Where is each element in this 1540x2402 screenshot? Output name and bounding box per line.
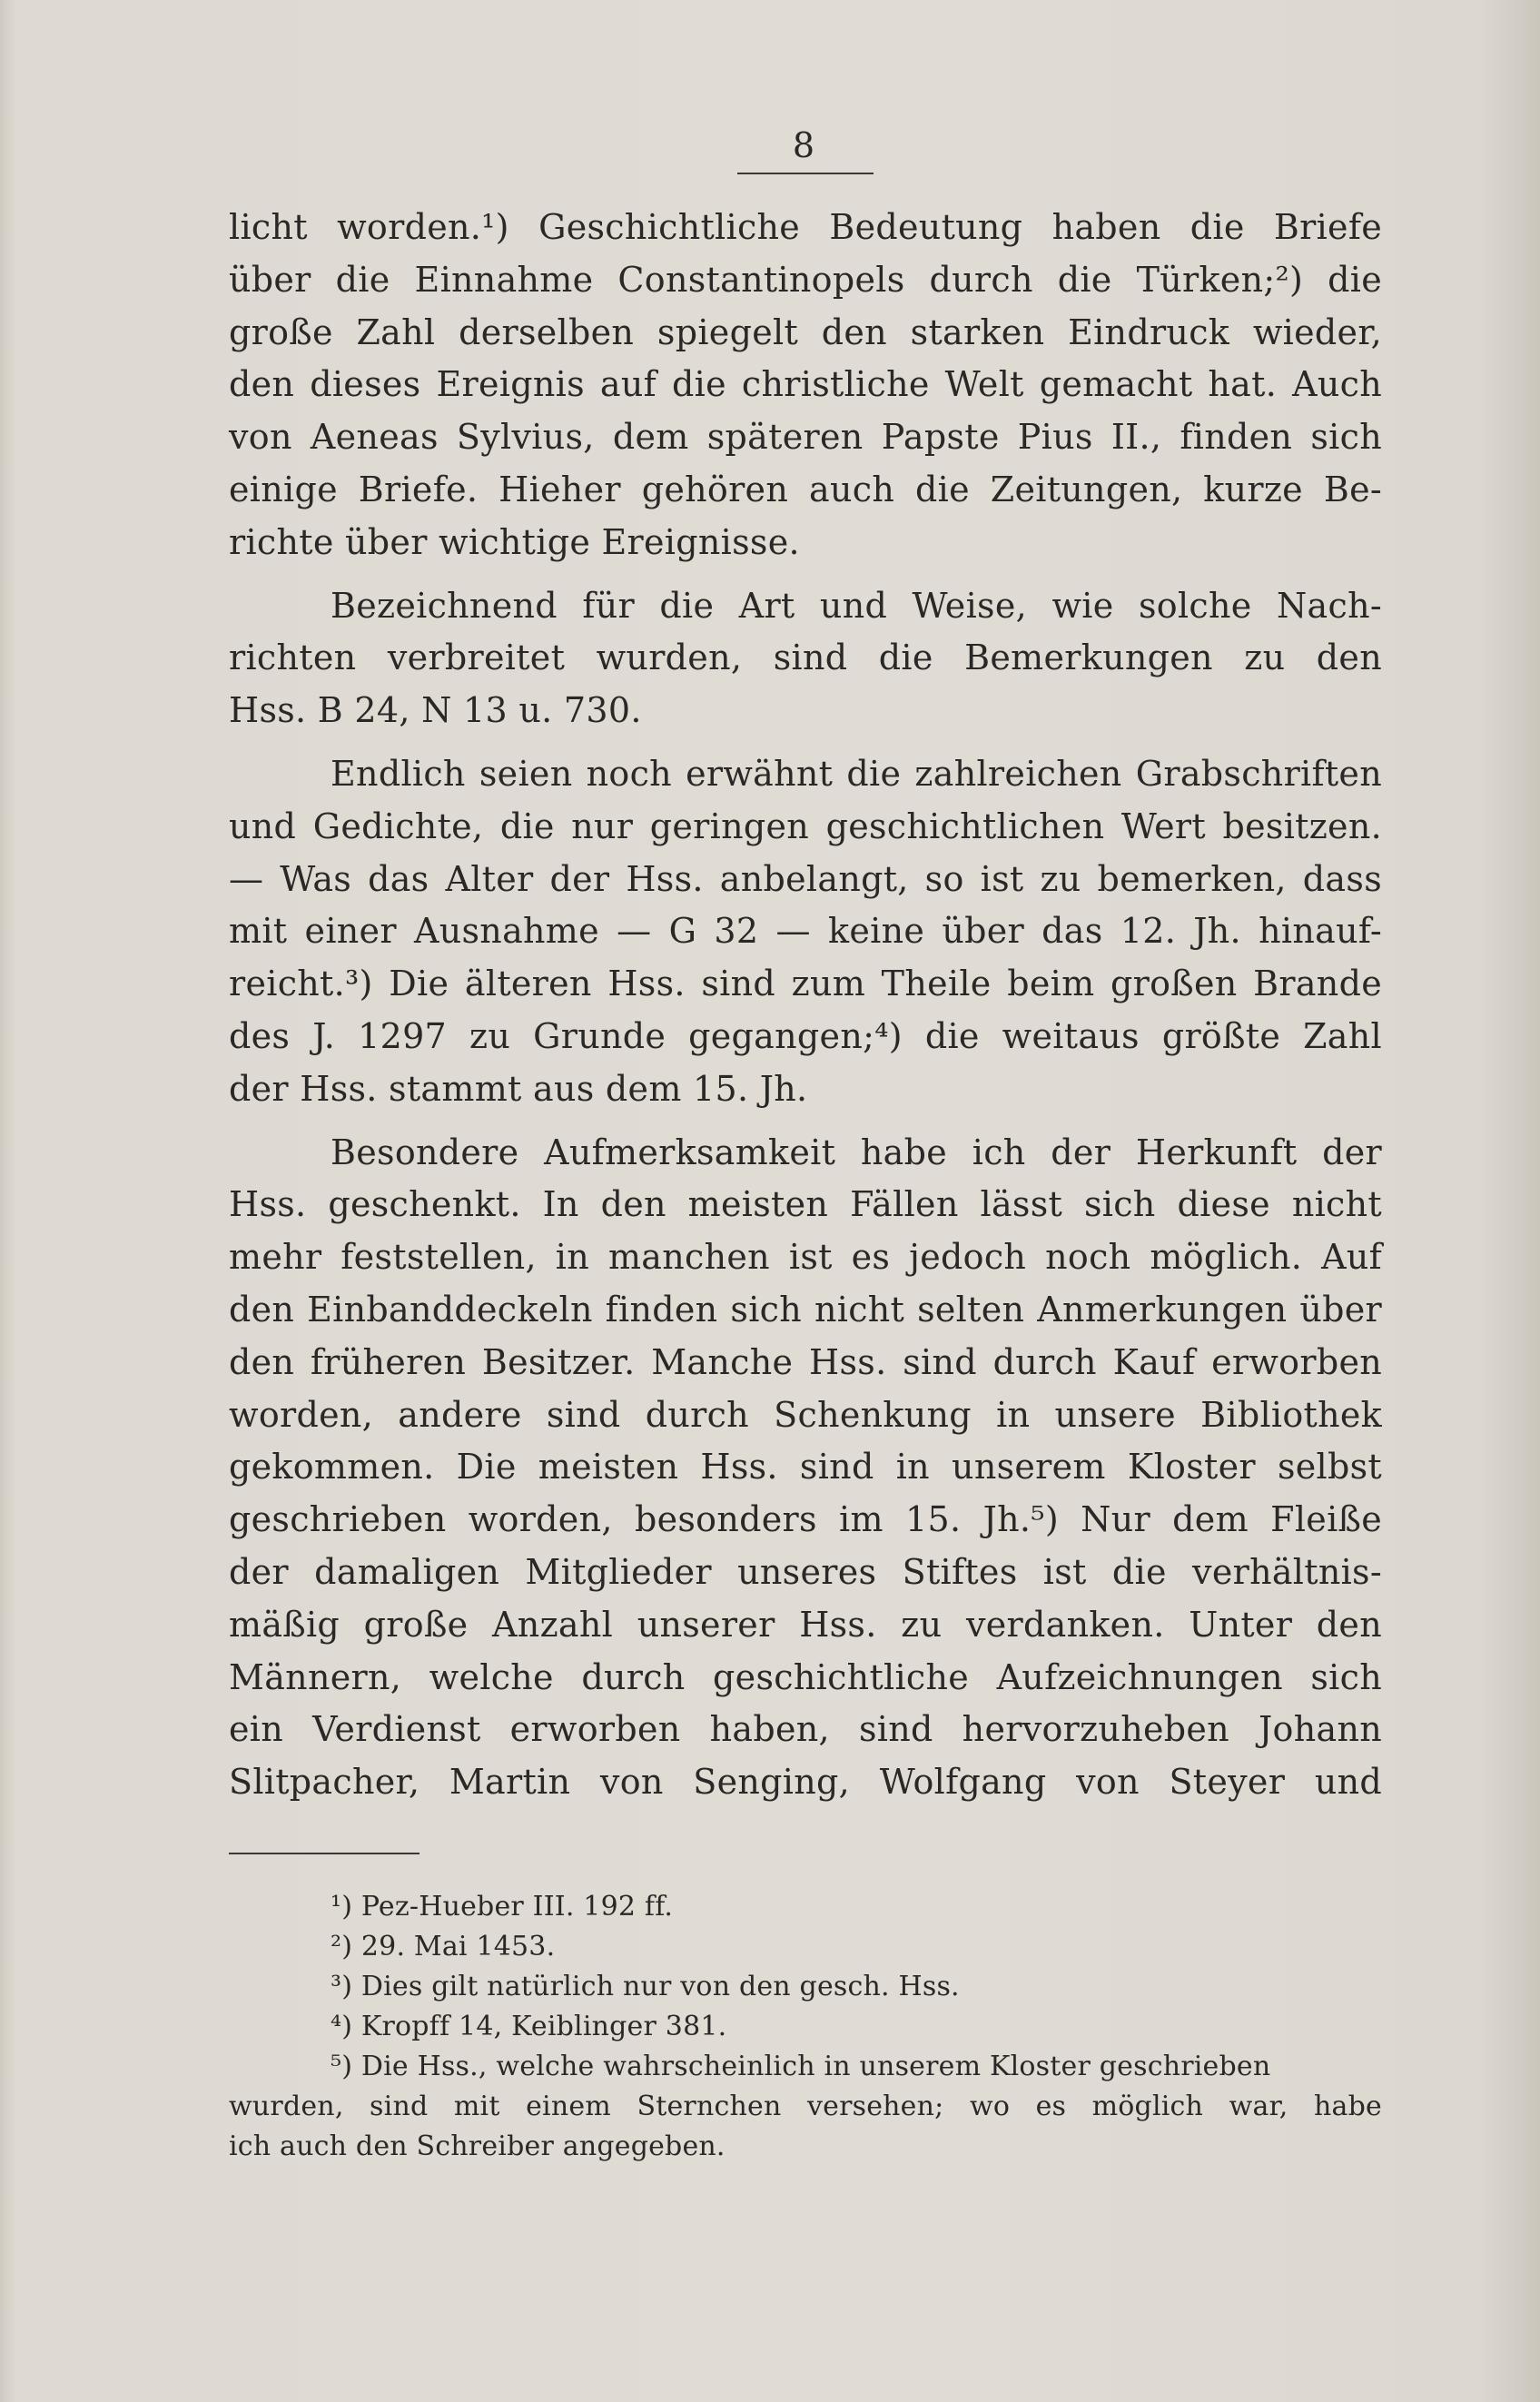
- text-line: richte über wichtige Ereignisse.: [229, 521, 800, 562]
- footnote-5-continued: wurden, sind mit einem Sternchen versehen; wo es möglich war, habe: [229, 2091, 1382, 2122]
- text-line: große Zahl derselben spiegelt den starken Eindruck wieder,: [229, 311, 1382, 352]
- text-line: mehr feststellen, in manchen ist es jedoch noch möglich. Auf: [229, 1237, 1382, 1278]
- footnote-3: ³) Dies gilt natürlich nur von den gesch. Hss.: [331, 1971, 960, 2002]
- text-line: geschrieben worden, besonders im 15. Jh.⁵) Nur dem Fleiße: [229, 1499, 1382, 1540]
- text-line: Slitpacher, Martin von Senging, Wolfgang von Steyer und: [229, 1762, 1382, 1803]
- text-line: den dieses Ereignis auf die christliche Welt gemacht hat. Auch: [229, 364, 1382, 405]
- paragraph-2: [229, 580, 1382, 737]
- text-line: Bezeichnend für die Art und Weise, wie solche Nach-: [331, 585, 1382, 626]
- footnote-2: ²) 29. Mai 1453.: [331, 1931, 556, 1962]
- text-line: einige Briefe. Hieher gehören auch die Zeitungen, kurze Be-: [229, 469, 1382, 509]
- footnote-4: ⁴) Kropff 14, Keiblinger 381.: [331, 2011, 727, 2042]
- page-number: 8: [792, 125, 815, 165]
- text-line: Männern, welche durch geschichtliche Aufzeichnungen sich: [229, 1656, 1382, 1697]
- text-line: — Was das Alter der Hss. anbelangt, so ist zu bemerken, dass: [229, 858, 1382, 899]
- footnote-rule: [229, 1853, 420, 1854]
- paragraph-3: [229, 748, 1382, 1116]
- text-line: der damaligen Mitglieder unseres Stiftes ist die verhältnis-: [229, 1551, 1382, 1592]
- text-line: Besondere Aufmerksamkeit habe ich der Herkunft der: [331, 1132, 1382, 1172]
- text-line: mäßig große Anzahl unserer Hss. zu verdanken. Unter den: [229, 1604, 1382, 1645]
- body-text: [229, 202, 1382, 1809]
- text-line: licht worden.¹) Geschichtliche Bedeutung haben die Briefe: [229, 207, 1382, 247]
- footnote-5-continued: ich auch den Schreiber angegeben.: [229, 2130, 726, 2162]
- text-line: mit einer Ausnahme — G 32 — keine über das 12. Jh. hinauf-: [229, 911, 1382, 952]
- text-line: richten verbreitet wurden, sind die Bemerkungen zu den: [229, 638, 1382, 678]
- text-line: worden, andere sind durch Schenkung in unsere Bibliothek: [229, 1394, 1382, 1435]
- text-line: den Einbanddeckeln finden sich nicht selten Anmerkungen über: [229, 1289, 1382, 1330]
- text-line: über die Einnahme Constantinopels durch die Türken;²) die: [229, 259, 1382, 300]
- text-line: reicht.³) Die älteren Hss. sind zum Theile beim großen Brande: [229, 964, 1382, 1004]
- page-number-rule: [737, 173, 874, 174]
- text-line: und Gedichte, die nur geringen geschichtlichen Wert besitzen.: [229, 806, 1382, 846]
- text-line: Hss. geschenkt. In den meisten Fällen lässt sich diese nicht: [229, 1184, 1382, 1225]
- text-line: Hss. B 24, N 13 u. 730.: [229, 690, 642, 731]
- text-line: der Hss. stammt aus dem 15. Jh.: [229, 1068, 808, 1109]
- footnote-5: ⁵) Die Hss., welche wahrscheinlich in unserem Kloster geschrieben: [331, 2051, 1271, 2082]
- text-line: des J. 1297 zu Grunde gegangen;⁴) die weitaus größte Zahl: [229, 1015, 1382, 1056]
- text-line: Endlich seien noch erwähnt die zahlreichen Grabschriften: [331, 753, 1382, 794]
- footnotes: [229, 1887, 1382, 2167]
- text-line: ein Verdienst erworben haben, sind hervorzuheben Johann: [229, 1709, 1382, 1750]
- paragraph-1: [229, 202, 1382, 569]
- paragraph-4: [229, 1127, 1382, 1809]
- text-line: von Aeneas Sylvius, dem späteren Papste Pius II., finden sich: [229, 417, 1382, 458]
- footnote-1: ¹) Pez-Hueber III. 192 ff.: [331, 1891, 674, 1923]
- text-line: den früheren Besitzer. Manche Hss. sind durch Kauf erworben: [229, 1341, 1382, 1382]
- text-line: gekommen. Die meisten Hss. sind in unserem Kloster selbst: [229, 1447, 1382, 1488]
